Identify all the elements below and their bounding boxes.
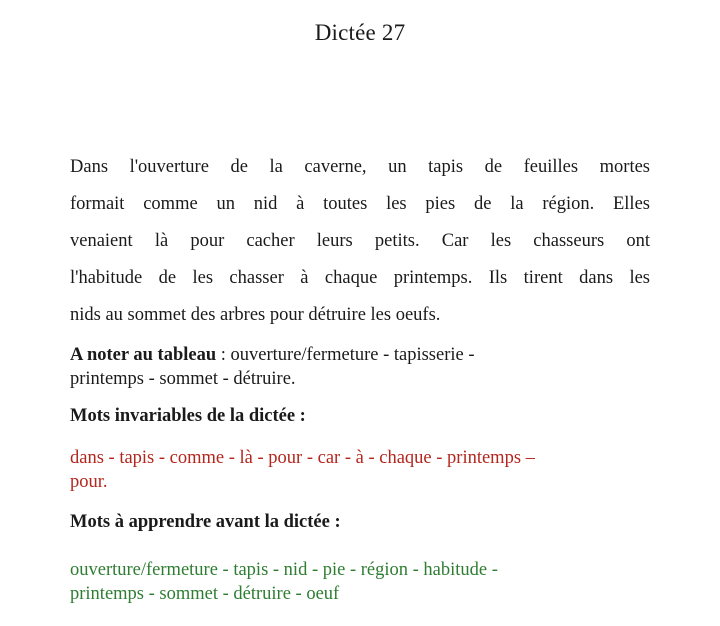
- learn-words-line: ouverture/fermeture - tapis - nid - pie - région - habitude -: [70, 560, 498, 580]
- dictation-text: [70, 149, 650, 334]
- invariable-words-line: dans - tapis - comme - là - pour - car - à - chaque - printemps –: [70, 448, 535, 468]
- board-note-label: A noter au tableau: [70, 345, 217, 365]
- dictation-line: l'habitude de les chasser à chaque printemps. Ils tirent dans les: [70, 268, 650, 288]
- invariable-words-list: [70, 446, 650, 494]
- invariable-words-line: pour.: [70, 472, 108, 492]
- learn-words-heading: Mots à apprendre avant la dictée :: [70, 512, 341, 532]
- board-note: [70, 343, 650, 391]
- board-note-words-continued: printemps - sommet - détruire.: [70, 369, 296, 389]
- learn-words-list: [70, 558, 650, 606]
- invariable-words-heading: Mots invariables de la dictée :: [70, 406, 306, 426]
- dictation-line: nids au sommet des arbres pour détruire les oeufs.: [70, 305, 441, 325]
- learn-words-line: printemps - sommet - détruire - oeuf: [70, 584, 340, 604]
- dictation-line: Dans l'ouverture de la caverne, un tapis de feuilles mortes: [70, 157, 650, 177]
- page-title: Dictée 27: [314, 20, 406, 45]
- board-note-words: : ouverture/fermeture - tapisserie -: [216, 345, 475, 365]
- dictation-line: formait comme un nid à toutes les pies de la région. Elles: [70, 194, 650, 214]
- dictation-line: venaient là pour cacher leurs petits. Car les chasseurs ont: [70, 231, 650, 251]
